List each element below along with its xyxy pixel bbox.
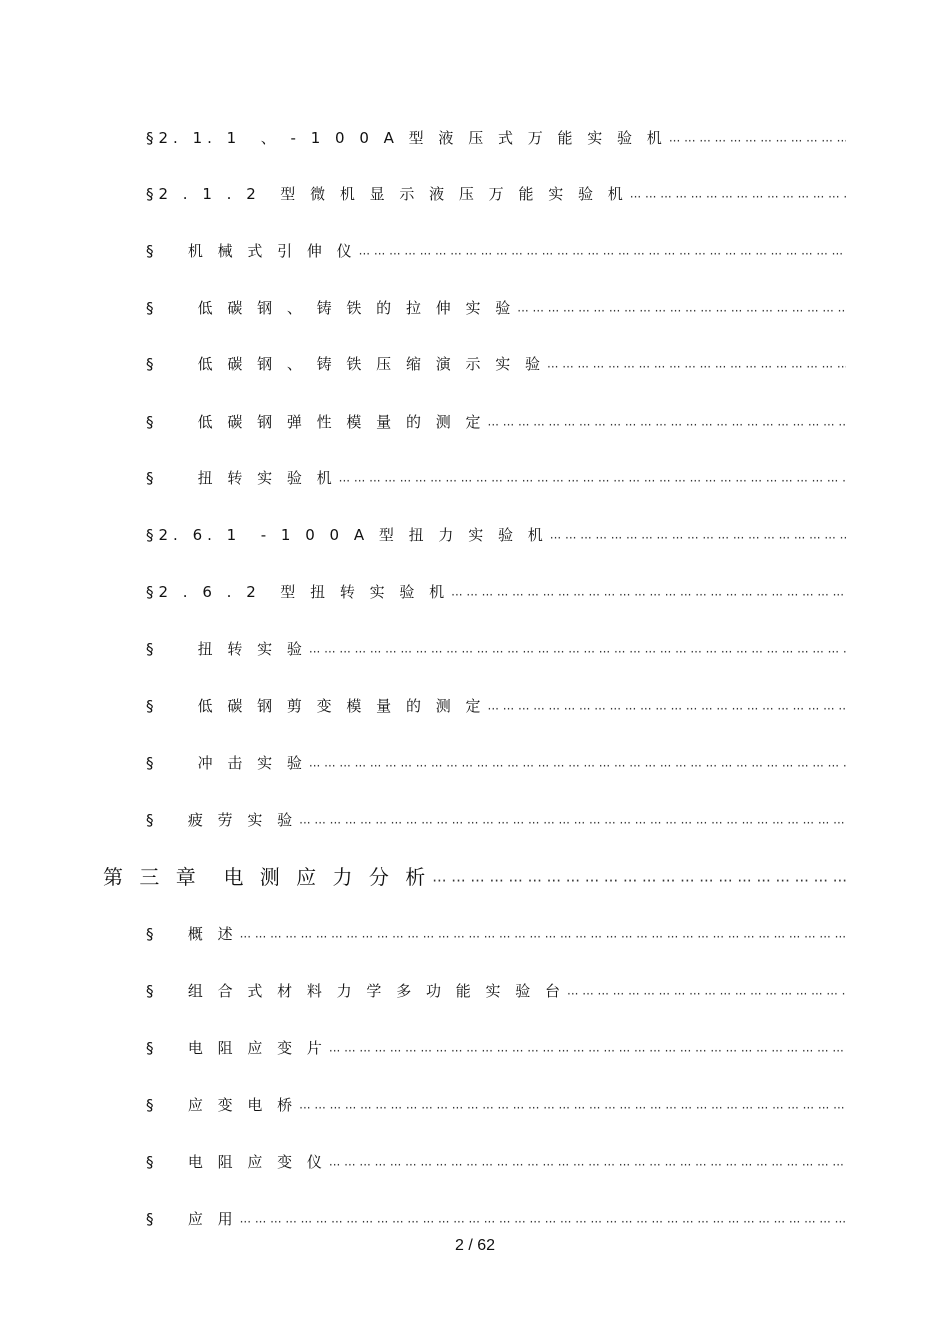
entry-title: 应 变 电 桥	[187, 1096, 298, 1114]
dot-leader	[329, 1158, 846, 1172]
toc-entry	[146, 348, 846, 374]
entry-title: 电 阻 应 变 片	[187, 1039, 327, 1057]
section-number: §	[146, 1096, 159, 1114]
entry-title: 低 碳 钢 、 铸 铁 的 拉 伸 实 验	[197, 299, 516, 317]
toc-entry	[146, 633, 846, 659]
section-number: §	[146, 242, 159, 260]
page-number: 2 / 62	[454, 1237, 496, 1254]
section-number: §	[146, 1210, 159, 1228]
dot-leader	[432, 872, 846, 890]
section-number: §	[146, 925, 159, 943]
section-number: §	[146, 469, 159, 487]
section-number: §2 . 6 . 2	[146, 583, 261, 601]
dot-leader	[669, 134, 846, 148]
entry-title: 疲 劳 实 验	[187, 811, 298, 829]
dot-leader	[488, 702, 847, 716]
dot-leader	[299, 816, 846, 830]
entry-title: 应 用	[187, 1210, 238, 1228]
dot-leader	[299, 1101, 846, 1115]
dot-leader	[451, 588, 846, 602]
toc-entry	[146, 747, 846, 773]
dot-leader	[240, 1215, 846, 1229]
toc-entry	[146, 1089, 846, 1115]
section-number: §	[146, 982, 159, 1000]
entry-title: 组 合 式 材 料 力 学 多 功 能 实 验 台	[187, 982, 566, 1000]
section-number: §	[146, 811, 159, 829]
toc-entry	[146, 975, 846, 1001]
toc-entry	[146, 1146, 846, 1172]
section-number: §	[146, 299, 159, 317]
dot-leader	[309, 645, 846, 659]
section-number: §	[146, 697, 159, 715]
toc-entry	[146, 519, 846, 545]
dot-leader	[339, 474, 846, 488]
toc-entry	[146, 918, 846, 944]
entry-title: 扭 转 实 验 机	[197, 469, 337, 487]
section-number: §	[146, 413, 159, 431]
chapter-label: 第 三 章	[103, 865, 201, 889]
dot-leader	[359, 247, 846, 261]
toc-entry	[146, 1032, 846, 1058]
entry-title: 低 碳 钢 剪 变 模 量 的 测 定	[197, 697, 486, 715]
section-number: §	[146, 1153, 159, 1171]
dot-leader	[329, 1044, 846, 1058]
section-number: §	[146, 1039, 159, 1057]
dot-leader	[240, 930, 846, 944]
dot-leader	[309, 759, 846, 773]
section-number: §	[146, 754, 159, 772]
entry-title: 冲 击 实 验	[197, 754, 307, 772]
toc-entry	[146, 690, 846, 716]
entry-title: 扭 转 实 验	[197, 640, 307, 658]
toc-entry	[146, 178, 846, 204]
section-number: §	[146, 640, 159, 658]
section-number: §2 . 1 . 2	[146, 185, 261, 203]
entry-title: 电 阻 应 变 仪	[187, 1153, 327, 1171]
dot-leader	[630, 190, 846, 204]
entry-title: 低 碳 钢 弹 性 模 量 的 测 定	[197, 413, 486, 431]
entry-title: 机 械 式 引 伸 仪	[187, 242, 357, 260]
toc-entry	[146, 235, 846, 261]
toc-entry	[146, 576, 846, 602]
entry-title: - 1 0 0 A 型 扭 力 实 验 机	[260, 526, 548, 544]
section-number: §2. 6. 1	[146, 526, 242, 544]
toc-entry	[146, 406, 846, 432]
toc-entry	[146, 122, 846, 148]
dot-leader	[517, 304, 846, 318]
toc-entry	[146, 292, 846, 318]
entry-title: 、 - 1 0 0 A 型 液 压 式 万 能 实 验 机	[260, 129, 667, 147]
toc-entry	[146, 462, 846, 488]
dot-leader	[547, 360, 846, 374]
toc-entry	[146, 804, 846, 830]
section-number: §2. 1. 1	[146, 129, 242, 147]
chapter-title: 电 测 应 力 分 析	[223, 865, 431, 889]
toc-entry	[146, 1203, 846, 1229]
entry-title: 型 微 机 显 示 液 压 万 能 实 验 机	[280, 185, 628, 203]
dot-leader	[567, 987, 846, 1001]
toc-chapter-entry	[103, 858, 846, 890]
entry-title: 低 碳 钢 、 铸 铁 压 缩 演 示 实 验	[197, 355, 546, 373]
section-number: §	[146, 355, 159, 373]
entry-title: 概 述	[187, 925, 238, 943]
dot-leader	[550, 531, 846, 545]
entry-title: 型 扭 转 实 验 机	[280, 583, 450, 601]
dot-leader	[488, 418, 847, 432]
